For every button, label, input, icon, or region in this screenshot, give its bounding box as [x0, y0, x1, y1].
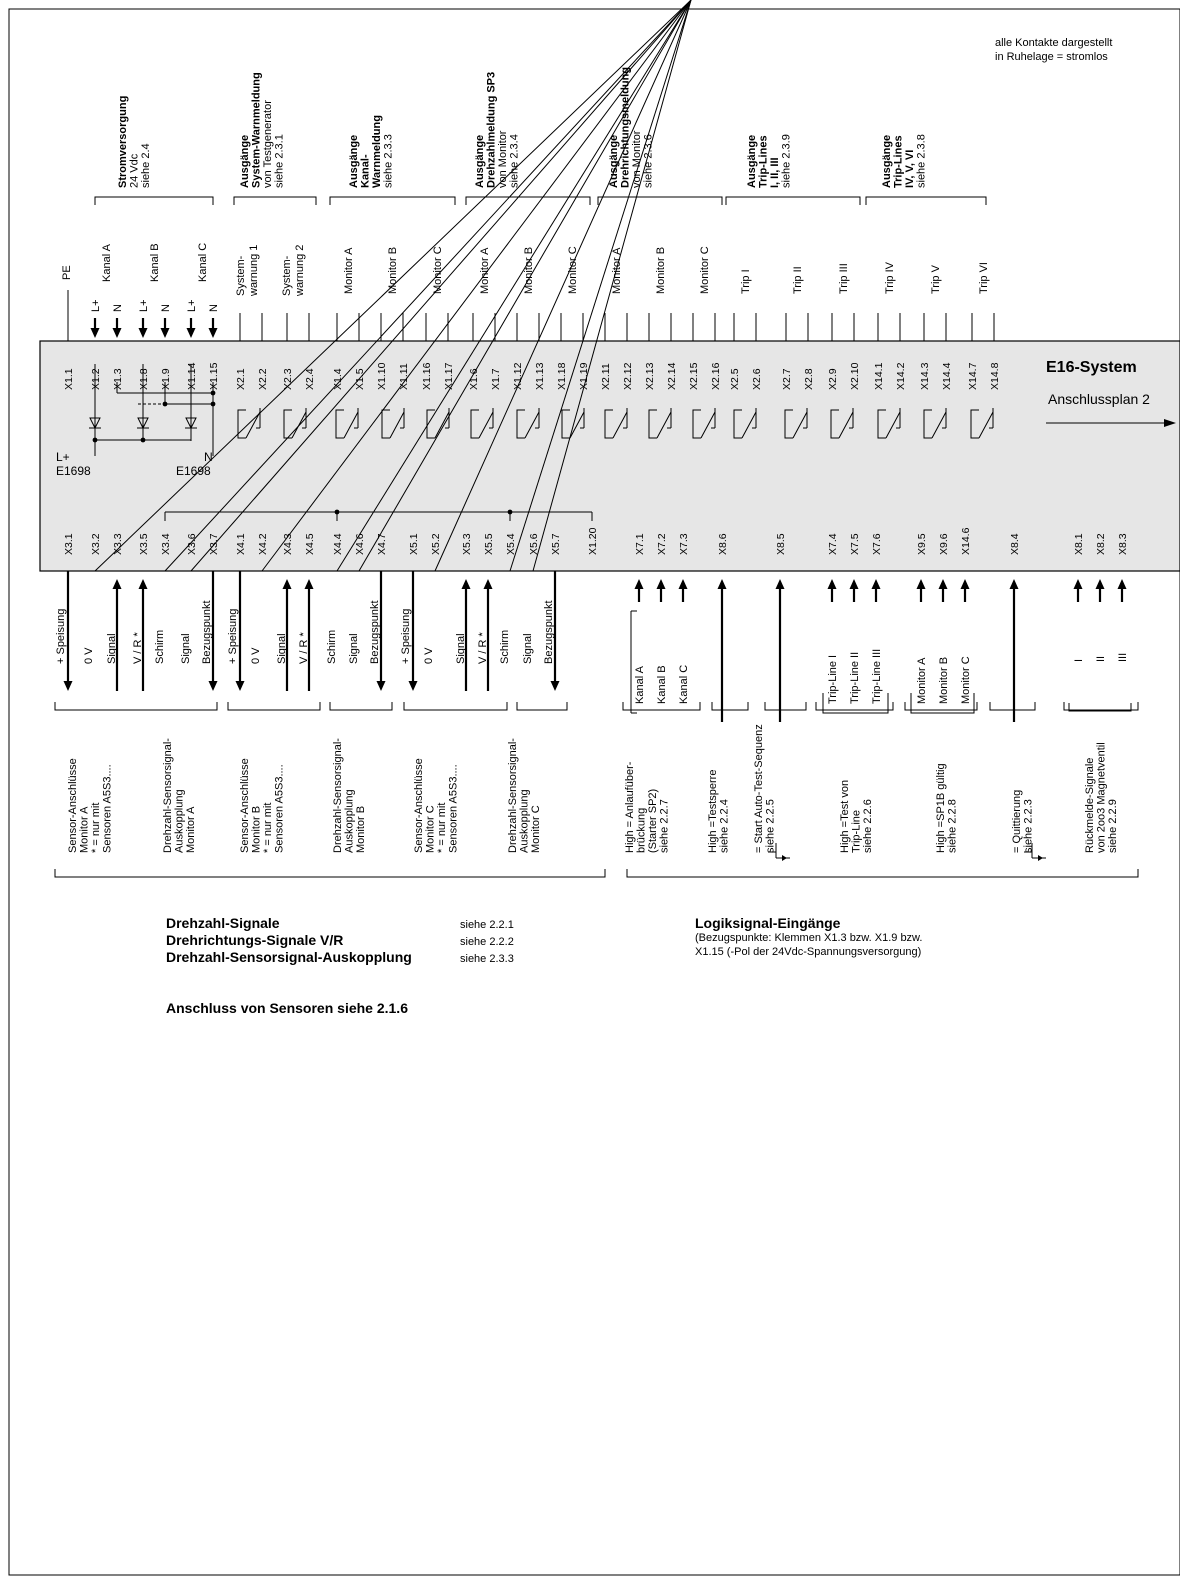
terminal-top-X1-3: X1.3 [112, 368, 124, 390]
terminal-bottom-X3-4: X3.4 [160, 533, 172, 555]
terminal-top-X1-18: X1.18 [556, 362, 568, 390]
group-bracket-11 [1064, 702, 1138, 710]
junction-4 [211, 391, 216, 396]
terminal-bottom-X3-5: X3.5 [138, 533, 150, 555]
top-group-4-line-3: siehe 2.3.6 [642, 134, 655, 188]
sensor-label-0-4: Schirm [154, 629, 166, 664]
bottom-group-12-line-1: von 2oo3 Magnetventil [1095, 742, 1108, 853]
legend-sensor-coupling-ref: siehe 2.3.3 [460, 953, 514, 965]
top-group-1-line-2: von Testgenerator [262, 100, 274, 188]
bottom-group-2-line-1: Monitor B [250, 805, 263, 853]
group-bracket-7 [765, 702, 806, 710]
top-group-4-line-0: Ausgänge [608, 134, 620, 188]
trip1-label-1: Trip II [792, 266, 804, 294]
terminal-bottom-X4-3: X4.3 [282, 533, 294, 555]
terminal-bottom-X7-6: X7.6 [871, 533, 883, 555]
trip1-label-0: Trip I [740, 269, 752, 294]
terminal-top-X2-7: X2.7 [781, 368, 793, 390]
terminal-top-X1-7: X1.7 [490, 368, 502, 390]
logic-arrow-9-head [939, 579, 948, 589]
top-group-6-line-2: IV, V, VI [904, 149, 916, 188]
top-group-2-line-2: Warnmeldung [371, 115, 383, 188]
top-group-bracket-4 [598, 197, 722, 205]
logic-inputs-bracket [627, 869, 1138, 877]
n-ref: E1698 [176, 464, 211, 478]
logic-arrow-11-head [1010, 579, 1019, 589]
group-bracket-1 [228, 702, 320, 710]
logic-monitor-label-2: Monitor C [960, 656, 972, 704]
bottom-group-0-line-2: * = nur mit [90, 802, 102, 853]
group-bracket-10 [990, 702, 1035, 710]
supply-arrow-0-head [64, 681, 73, 691]
bottom-group-4-line-0: Sensor-Anschlüsse [413, 758, 425, 853]
power-channel-label-1: Kanal B [149, 243, 161, 282]
note-line-2: in Ruhelage = stromlos [995, 51, 1108, 63]
logic-kanal-label-1: Kanal B [656, 665, 668, 704]
terminal-top-X1-17: X1.17 [443, 362, 455, 390]
terminal-bottom-X7-1: X7.1 [634, 533, 646, 555]
top-group-bracket-0 [95, 197, 213, 205]
top-group-0-line-2: siehe 2.4 [140, 143, 152, 188]
trip1-label-2: Trip III [838, 263, 850, 294]
group-bracket-3 [404, 702, 507, 710]
logic-arrow-4-head [776, 579, 785, 589]
bottom-group-11-line-0: = Quittierung [1011, 789, 1023, 853]
junction-0 [93, 438, 98, 443]
bottom-group-1-line-1: Auskopplung [173, 789, 186, 853]
terminal-bottom-X8-6: X8.6 [717, 533, 729, 555]
sensor-label-2-1: 0 V [423, 647, 435, 664]
logic-tripline-label-2: Trip-Line III [871, 648, 883, 704]
trip2-label-0: Trip IV [884, 262, 896, 294]
legend-direction-signals: Drehrichtungs-Signale V/R [166, 932, 344, 948]
sensor-label-1-2: Signal [276, 633, 288, 664]
bottom-group-1-line-0: Drehzahl-Sensorsignal- [162, 738, 174, 853]
top-group-3-line-2: von Monitor [497, 130, 509, 188]
bottom-group-2-line-2: * = nur mit [262, 802, 274, 853]
power-channel-label-0: Kanal A [101, 244, 113, 282]
legend-speed-signals: Drehzahl-Signale [166, 915, 280, 931]
polarity-label-2: L+ [138, 299, 150, 312]
speed-signals-bracket [55, 869, 605, 877]
bottom-group-5-line-2: Monitor C [530, 805, 542, 853]
logic-inputs-line-1: (Bezugspunkte: Klemmen X1.3 bzw. X1.9 bzw. [695, 932, 923, 944]
terminal-bottom-X1-20: X1.20 [587, 527, 599, 555]
terminal-top-X2-5: X2.5 [729, 368, 741, 390]
trip2-label-2: Trip VI [978, 262, 990, 294]
bottom-group-7-line-0: High =Testsperre [707, 769, 719, 853]
bottom-group-2-line-0: Sensor-Anschlüsse [239, 758, 251, 853]
terminal-bottom-X7-4: X7.4 [827, 533, 839, 555]
power-arrow-1-head [113, 328, 122, 338]
top-group-4-line-2: von Monitor [631, 130, 643, 188]
sp3-label-2: Monitor C [567, 246, 579, 294]
sensor-label-1-6: Bezugspunkt [369, 600, 381, 664]
terminal-top-X1-10: X1.10 [376, 362, 388, 390]
sys-warn-2-label-b: warnung 2 [294, 244, 306, 296]
junction-3 [211, 402, 216, 407]
bottom-group-6-line-3: siehe 2.2.7 [658, 799, 671, 853]
junction-1 [141, 438, 146, 443]
top-group-5-line-2: I, II, III [769, 157, 781, 188]
top-group-0-line-0: Stromversorgung [117, 95, 129, 188]
sensor-label-0-1: 0 V [83, 647, 95, 664]
terminal-bottom-X5-5: X5.5 [483, 533, 495, 555]
legend-direction-signals-ref: siehe 2.2.2 [460, 936, 514, 948]
power-arrow-3-head [161, 328, 170, 338]
terminal-top-X2-14: X2.14 [666, 362, 678, 390]
terminal-bottom-X4-2: X4.2 [257, 533, 269, 555]
logic-kanal-label-2: Kanal C [678, 664, 690, 704]
logic-arrow-14-head [1118, 579, 1127, 589]
terminal-bottom-X3-3: X3.3 [112, 533, 124, 555]
bottom-group-5-line-1: Auskopplung [518, 789, 531, 853]
sensor-label-2-4: Schirm [499, 629, 511, 664]
coupling-ref-arrow-1-head [377, 681, 386, 691]
top-group-1-line-3: siehe 2.3.1 [273, 134, 286, 188]
terminal-bottom-X9-6: X9.6 [938, 533, 950, 555]
terminal-bottom-X5-7: X5.7 [550, 533, 562, 555]
chan_warn-label-2: Monitor C [432, 246, 444, 294]
terminal-top-X1-1: X1.1 [63, 368, 75, 390]
bottom-group-0-line-0: Sensor-Anschlüsse [67, 758, 79, 853]
terminal-top-X14-8: X14.8 [989, 362, 1001, 390]
bottom-group-9-line-2: siehe 2.2.6 [862, 799, 874, 853]
logic-inputs-line-2: X1.15 (-Pol der 24Vdc-Spannungsversorgung) [695, 946, 922, 958]
terminal-top-X1-5: X1.5 [354, 368, 366, 390]
signal-arrow-2-head [462, 579, 471, 589]
n-label: N [204, 450, 213, 464]
logic-inputs-title: Logiksignal-Eingänge [695, 915, 841, 931]
sensor-label-2-6: Bezugspunkt [543, 600, 555, 664]
terminal-top-X1-13: X1.13 [534, 362, 546, 390]
vr-arrow-2-head [484, 579, 493, 589]
sp3-label-1: Monitor B [523, 246, 535, 294]
terminal-top-X2-1: X2.1 [235, 368, 247, 390]
terminal-top-X14-1: X14.1 [873, 362, 885, 390]
bottom-group-12-line-0: Rückmelde-Signale [1084, 757, 1096, 853]
sensor-label-0-3: V / R * [132, 632, 144, 664]
logic-arrow-12-head [1074, 579, 1083, 589]
vr-arrow-1-head [305, 579, 314, 589]
logic-arrow-2-head [679, 579, 688, 589]
group-bracket-6 [712, 702, 748, 710]
bottom-group-8-line-0: = Start Auto-Test-Sequenz [753, 724, 765, 853]
bottom-group-12-line-2: siehe 2.2.9 [1107, 799, 1119, 853]
top-group-6-line-1: Trip-Lines [892, 135, 905, 188]
top-group-bracket-5 [726, 197, 860, 205]
terminal-top-X1-6: X1.6 [468, 368, 480, 390]
sensor-label-2-2: Signal [455, 633, 467, 664]
power-channel-label-2: Kanal C [197, 242, 209, 282]
logic-arrow-8-head [917, 579, 926, 589]
system-title: E16-System [1046, 359, 1137, 376]
terminal-top-X2-2: X2.2 [257, 368, 269, 390]
bottom-group-7-line-1: siehe 2.2.4 [718, 799, 731, 853]
trip2-label-1: Trip V [930, 265, 942, 294]
chan_warn-label-0: Monitor A [343, 247, 355, 294]
polarity-label-5: N [208, 304, 220, 312]
top-group-3-line-1: Drehzahlmeldung SP3 [485, 71, 498, 188]
top-group-1-line-1: System-Warnmeldung [250, 72, 263, 188]
return-label-0: I [1073, 658, 1085, 662]
sensor-label-1-3: V / R * [298, 632, 310, 664]
bottom-group-6-line-0: High = Anlaufüber- [624, 761, 636, 853]
logic-monitor-label-1: Monitor B [938, 656, 950, 704]
sensor-label-0-6: Bezugspunkt [201, 600, 213, 664]
terminal-top-X14-3: X14.3 [919, 362, 931, 390]
logic-arrow-10-head [961, 579, 970, 589]
terminal-top-X1-14: X1.14 [186, 362, 198, 390]
sp3-label-0: Monitor A [479, 247, 491, 294]
terminal-top-X1-19: X1.19 [578, 362, 590, 390]
sys-warn-2-label-a: System- [281, 255, 293, 296]
return-label-1: II [1095, 655, 1107, 662]
terminal-bottom-X8-5: X8.5 [775, 533, 787, 555]
terminal-bottom-X5-2: X5.2 [430, 533, 442, 555]
top-group-bracket-1 [234, 197, 316, 205]
terminal-bottom-X5-4: X5.4 [505, 533, 517, 555]
dir-label-0: Monitor A [611, 247, 623, 294]
sensor-connection-note: Anschluss von Sensoren siehe 2.1.6 [166, 1000, 408, 1016]
logic-arrow-13-head [1096, 579, 1105, 589]
supply-arrow-2-head [409, 681, 418, 691]
sensor-label-1-5: Signal [348, 633, 360, 664]
logic-arrow-3-head [718, 579, 727, 589]
top-group-6-line-0: Ausgänge [881, 134, 893, 188]
terminal-top-X2-12: X2.12 [622, 362, 634, 390]
terminal-top-X14-2: X14.2 [895, 362, 907, 390]
sys-warn-1-label-a: System- [235, 255, 247, 296]
polarity-label-1: N [112, 304, 124, 312]
terminal-bottom-X7-3: X7.3 [678, 533, 690, 555]
terminal-bottom-X4-1: X4.1 [235, 533, 247, 555]
terminal-bottom-X4-4: X4.4 [332, 533, 344, 555]
coupling-ref-arrow-0-head [209, 681, 218, 691]
bottom-group-3-line-2: Monitor B [355, 805, 367, 853]
terminal-top-X1-16: X1.16 [421, 362, 433, 390]
top-group-bracket-2 [330, 197, 455, 205]
terminal-top-X1-9: X1.9 [160, 368, 172, 390]
top-group-bracket-6 [866, 197, 986, 205]
bottom-group-5-line-0: Drehzahl-Sensorsignal- [507, 738, 519, 853]
sensor-label-0-5: Signal [180, 633, 192, 664]
bottom-group-8-line-1: siehe 2.2.5 [764, 799, 777, 853]
sensor-label-0-0: + Speisung [55, 608, 67, 664]
logic-arrow-7-head [872, 579, 881, 589]
top-group-2-line-1: Kanal- [359, 154, 372, 188]
lplus-ref: E1698 [56, 464, 91, 478]
top-group-5-line-3: siehe 2.3.9 [780, 134, 793, 188]
legend-sensor-coupling: Drehzahl-Sensorsignal-Auskopplung [166, 949, 412, 965]
bottom-group-9-line-0: High =Test von [839, 779, 851, 853]
polarity-label-4: L+ [186, 299, 198, 312]
terminal-top-X1-8: X1.8 [138, 368, 150, 390]
terminal-top-X14-4: X14.4 [941, 362, 953, 390]
dir-label-2: Monitor C [699, 246, 711, 294]
sensor-label-0-2: Signal [106, 633, 118, 664]
logic-arrow-5-head [828, 579, 837, 589]
terminal-bottom-X7-5: X7.5 [849, 533, 861, 555]
bottom-group-6-line-1: brückung [635, 807, 648, 853]
return-label-2: III [1117, 652, 1129, 662]
top-group-1-line-0: Ausgänge [239, 134, 251, 188]
logic-monitor-label-0: Monitor A [916, 657, 928, 704]
top-group-2-line-0: Ausgänge [348, 134, 360, 188]
top-group-4-line-1: Drehrichtungsmeldung [619, 66, 632, 188]
pe-label: PE [61, 265, 73, 280]
bottom-group-6-line-2: (Starter SP2) [647, 788, 659, 853]
terminal-bottom-X5-1: X5.1 [408, 533, 420, 555]
legend-speed-signals-ref: siehe 2.2.1 [460, 919, 514, 931]
terminal-bottom-X4-6: X4.6 [354, 533, 366, 555]
shield-junction-b [335, 510, 340, 515]
bottom-group-10-line-1: siehe 2.2.8 [946, 799, 959, 853]
terminal-top-X2-13: X2.13 [644, 362, 656, 390]
terminal-bottom-X8-3: X8.3 [1117, 533, 1129, 555]
logic-arrow-1-head [657, 579, 666, 589]
dir-label-1: Monitor B [655, 246, 667, 294]
top-group-6-line-3: siehe 2.3.8 [915, 134, 928, 188]
logic-arrow-0-head [635, 579, 644, 589]
terminal-top-X14-7: X14.7 [967, 362, 979, 390]
terminal-bottom-X8-4: X8.4 [1009, 533, 1021, 555]
note-line-1: alle Kontakte dargestellt [995, 37, 1113, 49]
terminal-bottom-X8-1: X8.1 [1073, 533, 1085, 555]
terminal-bottom-X7-2: X7.2 [656, 533, 668, 555]
terminal-bottom-X3-7: X3.7 [208, 533, 220, 555]
top-group-3-line-3: siehe 2.3.4 [508, 134, 521, 188]
sys-warn-1-label-b: warnung 1 [248, 244, 260, 296]
bottom-group-0-line-1: Monitor A [78, 806, 91, 853]
pulse-arrow-0 [782, 855, 787, 861]
polarity-label-0: L+ [90, 299, 102, 312]
sensor-label-1-0: + Speisung [227, 608, 239, 664]
vr-arrow-0-head [139, 579, 148, 589]
sensor-label-1-4: Schirm [326, 629, 338, 664]
bottom-group-3-line-1: Auskopplung [343, 789, 356, 853]
logic-arrow-6-head [850, 579, 859, 589]
terminal-bottom-X3-6: X3.6 [186, 533, 198, 555]
sensor-label-2-5: Signal [522, 633, 534, 664]
pulse-arrow-1 [1038, 855, 1043, 861]
bottom-group-10-line-0: High =SP1B gültig [935, 763, 947, 853]
terminal-top-X2-11: X2.11 [600, 363, 612, 390]
bottom-group-0-line-3: Sensoren A5S3.... [101, 764, 114, 853]
terminal-bottom-X5-6: X5.6 [528, 533, 540, 555]
top-group-5-line-0: Ausgänge [746, 134, 758, 188]
power-arrow-5-head [209, 328, 218, 338]
terminal-bottom-X9-5: X9.5 [916, 533, 928, 555]
group-bracket-2 [330, 702, 392, 710]
bottom-group-1-line-2: Monitor A [185, 806, 197, 853]
supply-arrow-1-head [236, 681, 245, 691]
terminal-bottom-X8-2: X8.2 [1095, 533, 1107, 555]
power-arrow-2-head [139, 328, 148, 338]
bottom-group-4-line-2: * = nur mit [436, 802, 448, 853]
terminal-top-X1-11: X1.11 [398, 363, 410, 390]
terminal-bottom-X4-7: X4.7 [376, 533, 388, 555]
terminal-top-X2-15: X2.15 [688, 362, 700, 390]
shield-junction-c [508, 510, 513, 515]
logic-kanal-label-0: Kanal A [634, 666, 646, 704]
bottom-group-4-line-3: Sensoren A5S3.... [447, 764, 460, 853]
bottom-group-3-line-0: Drehzahl-Sensorsignal- [332, 738, 344, 853]
terminal-top-X1-2: X1.2 [90, 368, 102, 390]
terminal-top-X2-16: X2.16 [710, 362, 722, 390]
terminal-top-X2-3: X2.3 [282, 368, 294, 390]
group-bracket-0 [55, 702, 217, 710]
bottom-group-11-line-1: siehe 2.2.3 [1022, 799, 1035, 853]
logic-tripline-label-1: Trip-Line II [849, 651, 861, 704]
sensor-label-2-0: + Speisung [400, 608, 412, 664]
terminal-top-X2-9: X2.9 [827, 368, 839, 390]
power-arrow-0-head [91, 328, 100, 338]
lplus-label: L+ [56, 450, 70, 464]
coupling-ref-arrow-2-head [551, 681, 560, 691]
chan_warn-label-1: Monitor B [387, 246, 399, 294]
bottom-group-4-line-1: Monitor C [424, 805, 437, 853]
terminal-bottom-X5-3: X5.3 [461, 533, 473, 555]
top-group-5-line-1: Trip-Lines [757, 135, 770, 188]
terminal-bottom-X14-6: X14.6 [960, 527, 972, 555]
power-arrow-4-head [187, 328, 196, 338]
sensor-label-1-1: 0 V [250, 647, 262, 664]
terminal-top-X2-8: X2.8 [803, 368, 815, 390]
polarity-label-3: N [160, 304, 172, 312]
group-bracket-4 [517, 702, 567, 710]
sensor-label-2-3: V / R * [477, 632, 489, 664]
terminal-top-X1-15: X1.15 [208, 362, 220, 390]
terminal-top-X2-4: X2.4 [304, 368, 316, 390]
top-group-2-line-3: siehe 2.3.3 [382, 134, 395, 188]
terminal-bottom-X3-2: X3.2 [90, 533, 102, 555]
top-group-0-line-1: 24 Vdc [128, 153, 141, 188]
bottom-group-2-line-3: Sensoren A5S3.... [273, 764, 286, 853]
system-subtitle: Anschlussplan 2 [1048, 391, 1150, 407]
terminal-top-X2-10: X2.10 [849, 362, 861, 390]
terminal-bottom-X3-1: X3.1 [63, 533, 75, 555]
terminal-top-X1-12: X1.12 [512, 362, 524, 390]
top-group-3-line-0: Ausgänge [474, 134, 486, 188]
terminal-top-X2-6: X2.6 [751, 368, 763, 390]
bottom-group-9-line-1: Trip-Line [850, 810, 863, 853]
signal-arrow-0-head [113, 579, 122, 589]
junction-2 [163, 402, 168, 407]
terminal-bottom-X4-5: X4.5 [304, 533, 316, 555]
signal-arrow-1-head [283, 579, 292, 589]
terminal-top-X1-4: X1.4 [332, 368, 344, 390]
logic-tripline-label-0: Trip-Line I [827, 654, 839, 704]
